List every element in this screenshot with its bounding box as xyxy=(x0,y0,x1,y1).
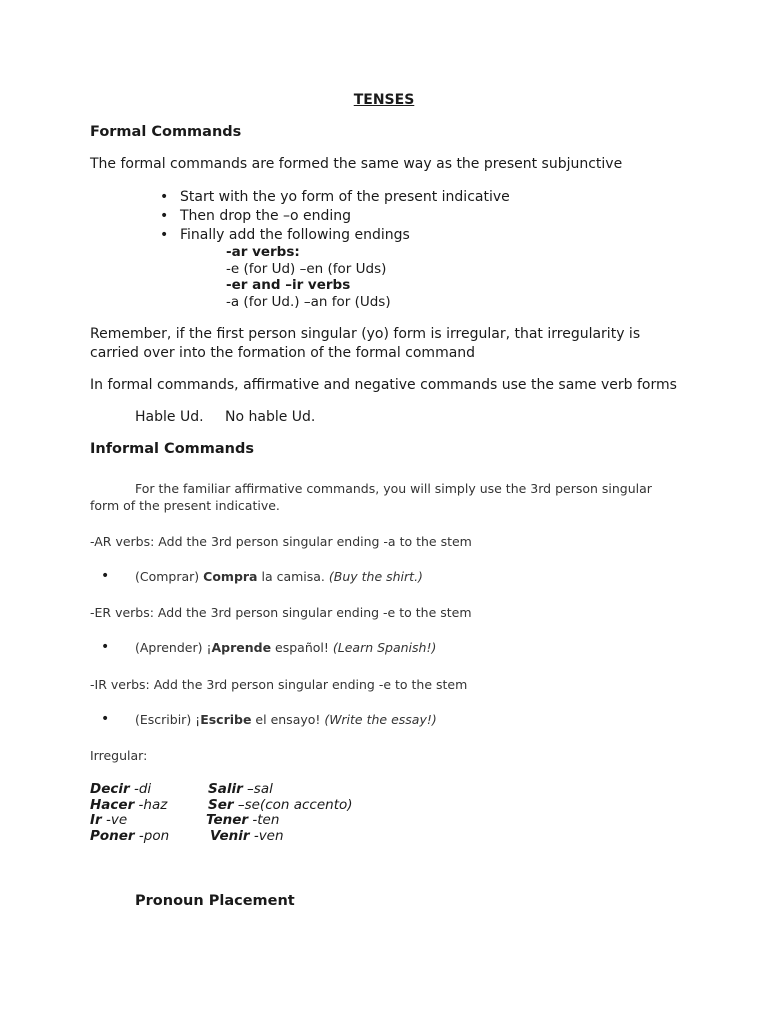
irregular-item xyxy=(208,797,353,813)
ar-example-translation: (Buy the shirt.) xyxy=(328,569,423,584)
er-ir-verbs-label: -er and –ir verbs xyxy=(226,277,351,293)
irregular-verb: Venir xyxy=(210,828,250,844)
irregular-item xyxy=(90,812,127,828)
er-example-translation: (Learn Spanish!) xyxy=(332,640,437,655)
irregular-item xyxy=(206,812,279,828)
formal-step-3: Finally add the following endings xyxy=(180,227,410,243)
bullet-icon: • xyxy=(101,639,110,655)
irregular-form: -haz xyxy=(134,797,168,813)
formal-step-2: Then drop the –o ending xyxy=(180,208,352,224)
irregular-item xyxy=(90,797,167,813)
example-negative: No hable Ud. xyxy=(225,409,316,425)
remember-text-line-1: Remember, if the first person singular (yo) form is irregular, that irregularity is xyxy=(90,326,641,342)
bullet-icon: • xyxy=(160,227,169,243)
formal-step-1: Start with the yo form of the present indicative xyxy=(180,189,510,205)
er-example-command: Aprende xyxy=(211,640,272,655)
informal-commands-heading: Informal Commands xyxy=(90,441,254,457)
irregular-item xyxy=(90,781,151,797)
page-title: TENSES xyxy=(353,92,415,108)
irregular-form: -pon xyxy=(134,828,170,844)
irregular-verb: Hacer xyxy=(90,797,135,813)
irregular-verb: Poner xyxy=(90,828,135,844)
irregular-verb: Salir xyxy=(208,781,243,797)
bullet-icon: • xyxy=(160,208,169,224)
ir-example-translation: (Write the essay!) xyxy=(324,712,437,727)
ar-example xyxy=(135,568,423,585)
informal-intro-line-2: form of the present indicative. xyxy=(90,498,280,513)
irregular-verb: Ser xyxy=(208,797,234,813)
example-affirmative: Hable Ud. xyxy=(135,409,204,425)
ar-rule: -AR verbs: Add the 3rd person singular ending -a to the stem xyxy=(90,534,472,549)
irregular-item xyxy=(90,828,169,844)
bullet-icon: • xyxy=(101,711,110,727)
irregular-form: -ven xyxy=(249,828,284,844)
ir-example-rest: el ensayo! xyxy=(251,712,325,727)
irregular-form: -ten xyxy=(248,812,280,828)
irregular-item xyxy=(210,828,284,844)
ar-example-infinitive: (Comprar) xyxy=(135,569,204,584)
informal-intro-line-1: For the familiar affirmative commands, you will simply use the 3rd person singular xyxy=(135,481,652,496)
irregular-form: -ve xyxy=(101,812,128,828)
irregular-verb: Decir xyxy=(90,781,130,797)
ir-example-infinitive: (Escribir) ¡ xyxy=(135,712,201,727)
ar-example-command: Compra xyxy=(203,569,258,584)
irregular-item xyxy=(208,781,273,797)
ar-verbs-label: -ar verbs: xyxy=(226,244,300,260)
ar-example-rest: la camisa. xyxy=(257,569,329,584)
ir-rule: -IR verbs: Add the 3rd person singular ending -e to the stem xyxy=(90,677,468,692)
er-ir-verbs-endings: -a (for Ud.) –an for (Uds) xyxy=(226,294,391,310)
pronoun-placement-heading: Pronoun Placement xyxy=(135,893,295,909)
irregular-form: –se(con accento) xyxy=(233,797,353,813)
formal-intro: The formal commands are formed the same way as the present subjunctive xyxy=(90,156,623,172)
bullet-icon: • xyxy=(160,189,169,205)
irregular-label: Irregular: xyxy=(90,748,148,763)
irregular-verb: Ir xyxy=(90,812,102,828)
er-example-rest: español! xyxy=(271,640,333,655)
same-forms-text: In formal commands, affirmative and negative commands use the same verb forms xyxy=(90,377,677,393)
er-rule: -ER verbs: Add the 3rd person singular ending -e to the stem xyxy=(90,605,472,620)
irregular-verb: Tener xyxy=(206,812,249,828)
irregular-form: –sal xyxy=(242,781,273,797)
remember-text-line-2: carried over into the formation of the formal command xyxy=(90,345,476,361)
ar-verbs-endings: -e (for Ud) –en (for Uds) xyxy=(226,261,387,277)
formal-commands-heading: Formal Commands xyxy=(90,124,242,140)
ir-example xyxy=(135,711,437,728)
ir-example-command: Escribe xyxy=(200,712,252,727)
bullet-icon: • xyxy=(101,568,110,584)
er-example xyxy=(135,639,436,656)
er-example-infinitive: (Aprender) ¡ xyxy=(135,640,212,655)
irregular-form: -di xyxy=(129,781,152,797)
